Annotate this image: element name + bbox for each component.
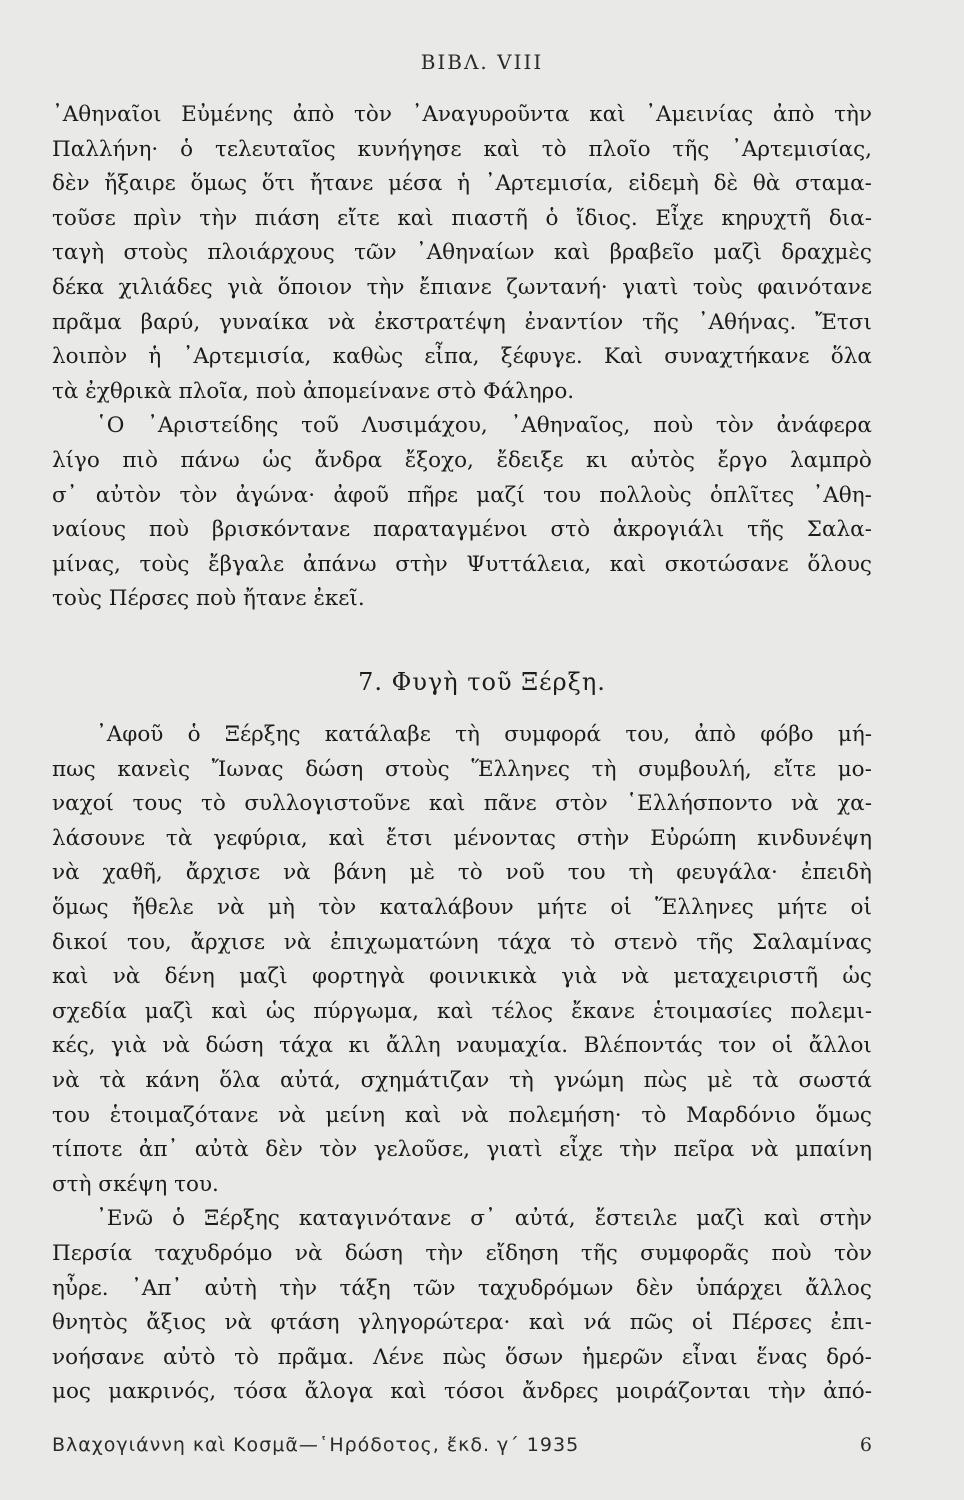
text-line: νοήσανε αὐτὸ τὸ πρᾶμα. Λένε πὼς ὅσων ἡμερῶν εἶναι ἕνας δρό-: [52, 1344, 872, 1370]
text-line: λίγο πιὸ πάνω ὡς ἄνδρα ἔξοχο, ἔδειξε κι αὐτὸς ἔργο λαμπρὸ: [52, 447, 872, 473]
text-line: νὰ χαθῆ, ἄρχισε νὰ βάνη μὲ τὸ νοῦ του τὴ φευγάλα· ἐπειδὴ: [52, 860, 872, 886]
text-line: τὰ ἐχθρικὰ πλοῖα, ποὺ ἀπομείνανε στὸ Φάληρο.: [52, 378, 575, 404]
text-line: ᾿Ενῶ ὁ Ξέρξης καταγινότανε σ᾿ αὐτά, ἔστειλε μαζὶ καὶ στὴν: [96, 1206, 872, 1232]
footer-citation: Βλαχογιάννη καὶ Κοσμᾶ—῾Ηρόδοτος, ἔκδ. γ΄ 1935: [52, 1434, 580, 1456]
text-line: δικοί του, ἄρχισε νὰ ἐπιχωματώνη τάχα τὸ στενὸ τῆς Σαλαμίνας: [52, 929, 872, 955]
text-line: δέκα χιλιάδες γιὰ ὅποιον τὴν ἔπιανε ζωντανή· γιατὶ τοὺς φαινότανε: [52, 274, 872, 300]
section-heading: 7. Φυγὴ τοῦ Ξέρξη.: [358, 668, 606, 696]
text-line: σχεδία μαζὶ καὶ ὡς πύργωμα, καὶ τέλος ἔκανε ἑτοιμασίες πολεμι-: [52, 998, 872, 1024]
text-line: τοὺς Πέρσες ποὺ ἤτανε ἐκεῖ.: [52, 586, 365, 612]
text-line: νὰ τὰ κάνη ὅλα αὐτά, σχημάτιζαν τὴ γνώμη πὼς μὲ τὰ σωστά: [52, 1067, 872, 1093]
text-line: πως κανεὶς Ἴωνας δώση στοὺς Ἕλληνες τὴ συμβουλή, εἴτε μο-: [52, 756, 872, 782]
text-line: Περσία ταχυδρόμο νὰ δώση τὴν εἴδηση τῆς συμφορᾶς ποὺ τὸν: [52, 1240, 872, 1266]
text-block-1: [52, 98, 872, 617]
text-line: τοῦσε πρὶν τὴν πιάση εἴτε καὶ πιαστῆ ὁ ἴδιος. Εἶχε κηρυχτῆ δια-: [52, 205, 872, 231]
running-head: ΒΙΒΛ. VIII: [420, 50, 544, 74]
text-line: μίνας, τοὺς ἔβγαλε ἀπάνω στὴν Ψυττάλεια, καὶ σκοτώσανε ὅλους: [52, 551, 872, 577]
text-line: λοιπὸν ἡ ᾿Αρτεμισία, καθὼς εἶπα, ξέφυγε. Καὶ συναχτήκανε ὅλα: [52, 344, 872, 370]
text-line: ᾿Αθηναῖοι Εὐμένης ἀπὸ τὸν ᾿Αναγυροῦντα καὶ ᾿Αμεινίας ἀπὸ τὴν: [52, 102, 872, 127]
text-line: ηὖρε. ᾿Απ᾿ αὐτὴ τὴν τάξη τῶν ταχυδρόμων δὲν ὑπάρχει ἄλλος: [52, 1275, 872, 1301]
text-block-2: [52, 718, 872, 1410]
text-line: ναίους ποὺ βρισκόντανε παραταγμένοι στὸ ἀκρογιάλι τῆς Σαλα-: [52, 517, 872, 543]
text-line: τίποτε ἀπ᾿ αὐτὰ δὲν τὸν γελοῦσε, γιατὶ εἶχε τὴν πεῖρα νὰ μπαίνη: [52, 1137, 872, 1163]
text-line: Παλλήνη· ὁ τελευταῖος κυνήγησε καὶ τὸ πλοῖο τῆς ᾿Αρτεμισίας,: [52, 136, 872, 162]
text-line: μος μακρινός, τόσα ἄλογα καὶ τόσοι ἄνδρες μοιράζονται τὴν ἀπό-: [52, 1379, 872, 1405]
text-line: στὴ σκέψη του.: [52, 1171, 219, 1197]
page-number: 6: [859, 1434, 872, 1456]
text-line: πρᾶμα βαρύ, γυναίκα νὰ ἐκστρατέψη ἐναντίον τῆς ᾿Αθήνας. Ἔτσι: [52, 309, 872, 335]
text-line: ῾Ο ᾿Αριστείδης τοῦ Λυσιμάχου, ᾿Αθηναῖος, ποὺ τὸν ἀνάφερα: [96, 413, 872, 439]
text-line: ταγὴ στοὺς πλοιάρχους τῶν ᾿Αθηναίων καὶ βραβεῖο μαζὶ δραχμὲς: [52, 240, 872, 266]
text-line: σ᾿ αὐτὸν τὸν ἀγώνα· ἀφοῦ πῆρε μαζί του πολλοὺς ὁπλῖτες ᾿Αθη-: [52, 482, 872, 508]
text-line: κές, γιὰ νὰ δώση τάχα κι ἄλλη ναυμαχία. Βλέποντάς τον οἱ ἄλλοι: [52, 1033, 872, 1059]
text-line: δὲν ἤξαιρε ὅμως ὅτι ἤτανε μέσα ἡ ᾿Αρτεμισία, εἰδεμὴ δὲ θὰ σταμα-: [52, 171, 872, 197]
text-line: θνητὸς ἄξιος νὰ φτάση γληγορώτερα· καὶ νά πῶς οἱ Πέρσες ἐπι-: [52, 1310, 872, 1336]
text-line: ναχοί τους τὸ συλλογιστοῦνε καὶ πᾶνε στὸν ῾Ελλήσποντο νὰ χα-: [52, 791, 872, 817]
text-line: ὅμως ἤθελε νὰ μὴ τὸν καταλάβουν μήτε οἱ Ἕλληνες μήτε οἱ: [52, 894, 872, 920]
text-line: καὶ νὰ δένη μαζὶ φορτηγὰ φοινικικὰ γιὰ νὰ μεταχειριστῆ ὡς: [52, 964, 872, 990]
text-line: ᾿Αφοῦ ὁ Ξέρξης κατάλαβε τὴ συμφορά του, ἀπὸ φόβο μή-: [96, 722, 872, 747]
text-line: λάσουνε τὰ γεφύρια, καὶ ἔτσι μένοντας στὴν Εὐρώπη κινδυνέψη: [52, 825, 872, 851]
text-line: του ἑτοιμαζότανε νὰ μείνη καὶ νὰ πολεμήση· τὸ Μαρδόνιο ὅμως: [52, 1102, 872, 1128]
